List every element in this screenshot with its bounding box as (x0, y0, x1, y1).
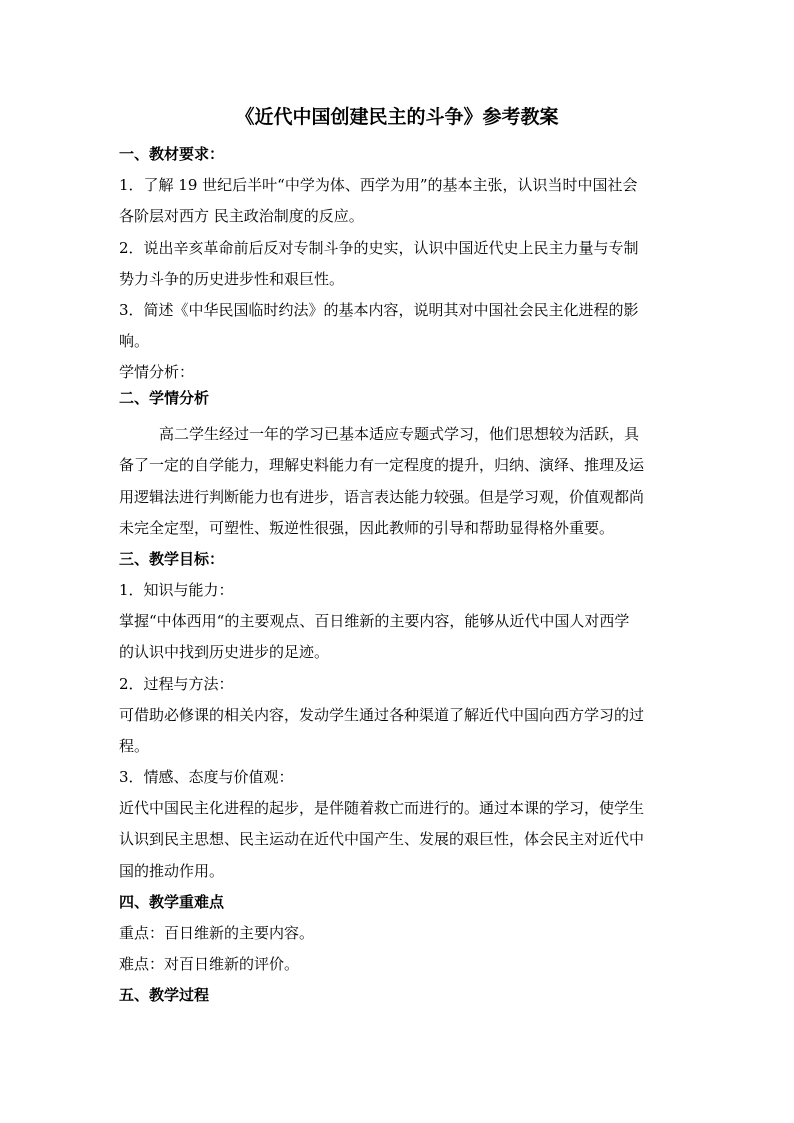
paragraph-line: 认识到民主思想、民主运动在近代中国产生、发展的艰巨性，体会民主对近代中 (119, 830, 645, 848)
paragraph-line: 可借助必修课的相关内容，发动学生通过各种渠道了解近代中国向西方学习的过 (119, 706, 645, 724)
paragraph-line: 近代中国民主化进程的起步，是伴随着救亡而进行的。通过本课的学习，使学生 (119, 799, 645, 817)
document-title: 《近代中国创建民主的斗争》参考教案 (235, 106, 559, 128)
paragraph-line: 高二学生经过一年的学习已基本适应专题式学习，他们思想较为活跃，具 (159, 425, 640, 443)
paragraph-line: 1．知识与能力： (119, 581, 234, 599)
paragraph-line: 势力斗争的历史进步性和艰巨性。 (119, 270, 345, 288)
section-heading-materials: 一、教材要求： (119, 145, 225, 163)
paragraph-line: 各阶层对西方 民主政治制度的反应。 (119, 207, 364, 225)
paragraph-line: 3．简述《中华民国临时约法》的基本内容，说明其对中国社会民主化进程的影 (119, 301, 639, 319)
paragraph-line: 2．过程与方法： (119, 675, 234, 693)
paragraph-line: 的认识中找到历史进步的足迹。 (119, 643, 330, 661)
paragraph-line: 2．说出辛亥革命前后反对专制斗争的史实，认识中国近代史上民主力量与专制 (119, 239, 639, 257)
paragraph-line: 学情分析： (119, 363, 195, 381)
paragraph-line: 掌握“中体西用“的主要观点、百日维新的主要内容，能够从近代中国人对西学 (119, 612, 630, 630)
section-heading-goals: 三、教学目标： (119, 550, 225, 568)
paragraph-line: 备了一定的自学能力，理解史料能力有一定程度的提升，归纳、演绎、推理及运 (119, 456, 645, 474)
paragraph-line: 用逻辑法进行判断能力也有进步，语言表达能力较强。但是学习观，价值观都尚 (119, 488, 645, 506)
section-heading-key-points: 四、教学重难点 (119, 893, 225, 911)
paragraph-line: 难点：对百日维新的评价。 (119, 955, 300, 973)
section-heading-process: 五、教学过程 (119, 986, 210, 1004)
paragraph-line: 程。 (119, 737, 150, 755)
paragraph-line: 重点：百日维新的主要内容。 (119, 924, 315, 942)
paragraph-line: 未完全定型，可塑性、叛逆性很强，因此教师的引导和帮助显得格外重要。 (119, 519, 615, 537)
section-heading-analysis: 二、学情分析 (119, 389, 210, 407)
paragraph-line: 3．情感、态度与价值观： (119, 768, 294, 786)
paragraph-line: 国的推动作用。 (119, 862, 225, 880)
paragraph-line: 响。 (119, 332, 150, 350)
paragraph-line: 1．了解 19 世纪后半叶“中学为体、西学为用”的基本主张，认识当时中国社会 (119, 176, 638, 194)
